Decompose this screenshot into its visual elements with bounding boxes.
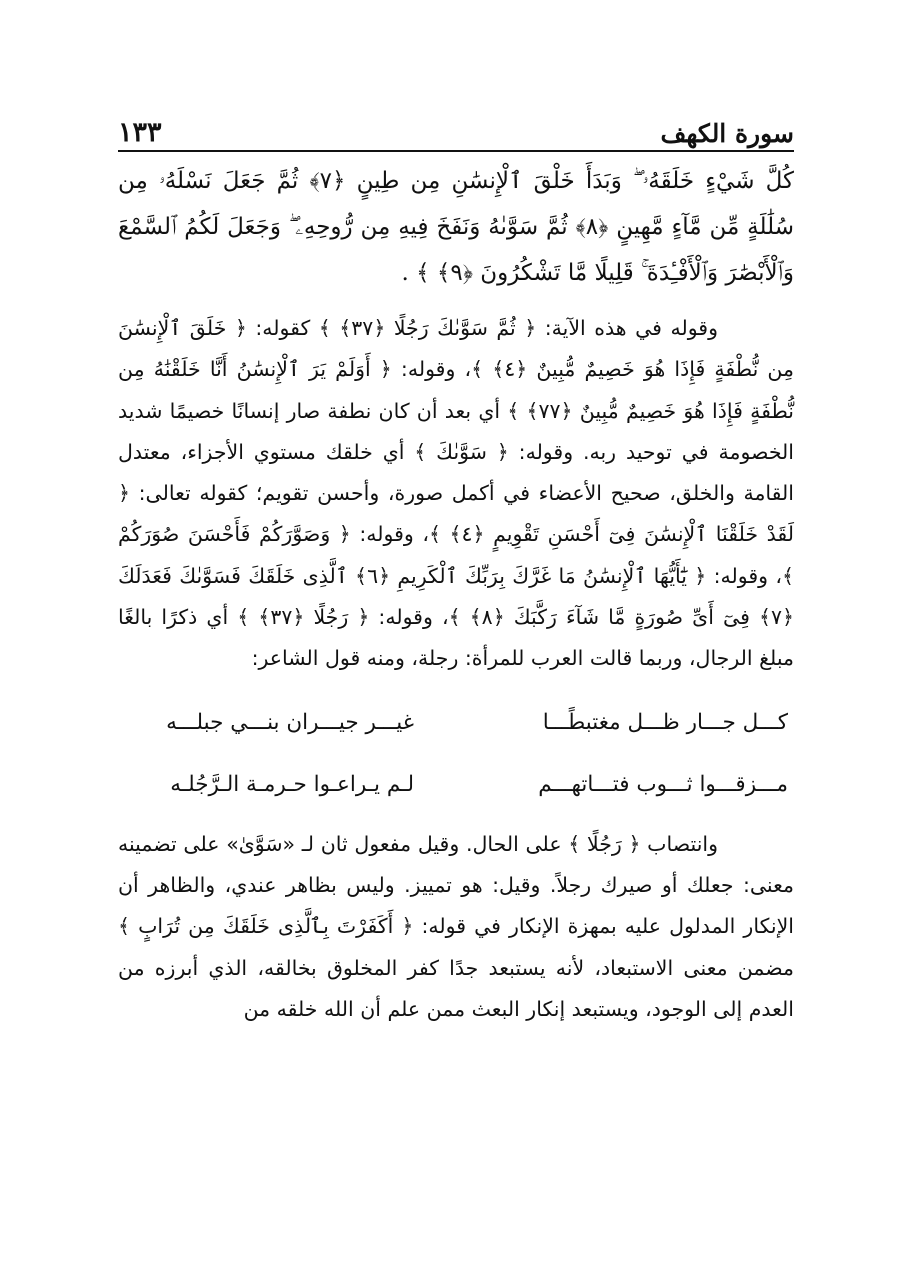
surah-name: سورة الكهف <box>660 119 794 148</box>
poem-second-hemistich: لـم يـراعـوا حـرمـة الـرَّجُلـه <box>170 772 414 798</box>
closing-paragraph: وانتصاب ﴿ رَجُلًا ﴾ على الحال. وقيل مفعول ثان لـ «سَوَّىٰ» على تضمينه معنى: جعلك أو صيرك رجلاً. وقيل: هو تمييز. وليس بظاهر عندي، والظاهر أن الإنكار المدلول عليه بمهزة الإنكار في قوله: ﴿ أَكَفَرْتَ بِٱلَّذِى خَلَقَكَ مِن تُرَابٍ ﴾ مضمن معنى الاستبعاد، لأنه يستبعد جدًا كفر المخلوق بخالقه، الذي أبرزه من العدم إلى الوجود، ويستبعد إنكار البعث ممن علم أن الله خلقه من <box>118 831 794 1021</box>
commentary-paragraph: وقوله في هذه الآية: ﴿ ثُمَّ سَوَّىٰكَ رَجُلًا ﴿٣٧﴾ ﴾ كقوله: ﴿ خَلَقَ ٱلْإِنسَٰنَ مِن نُّطْفَةٍ فَإِذَا هُوَ خَصِيمٌ مُّبِينٌ ﴿٤﴾ ﴾، وقوله: ﴿ أَوَلَمْ يَرَ ٱلْإِنسَٰنُ أَنَّا خَلَقْنَٰهُ مِن نُّطْفَةٍ فَإِذَا هُوَ خَصِيمٌ مُّبِينٌ ﴿٧٧﴾ ﴾ أي بعد أن كان نطفة صار إنسانًا خصيمًا شديد الخصومة في توحيد ربه. وقوله: ﴿ سَوَّىٰكَ ﴾ أي خلقك مستوي الأجزاء، معتدل القامة والخلق، صحيح الأعضاء في أكمل صورة، وأحسن تقويم؛ كقوله تعالى: ﴿ لَقَدْ خَلَقْنَا ٱلْإِنسَٰنَ فِىٓ أَحْسَنِ تَقْوِيمٍ ﴿٤﴾ ﴾، وقوله: ﴿ وَصَوَّرَكُمْ فَأَحْسَنَ صُوَرَكُمْ ﴾، وقوله: ﴿ يَٰٓأَيُّهَا ٱلْإِنسَٰنُ مَا غَرَّكَ بِرَبِّكَ ٱلْكَرِيمِ ﴿٦﴾ ٱلَّذِى خَلَقَكَ فَسَوَّىٰكَ فَعَدَلَكَ ﴿٧﴾ فِىٓ أَىِّ صُورَةٍ مَّا شَآءَ رَكَّبَكَ ﴿٨﴾ ﴾، وقوله: ﴿ رَجُلًا ﴿٣٧﴾ ﴾ أي ذكرًا بالغًا مبلغ الرجال، وربما قالت العرب للمرأة: رجلة، ومنه قول الشاعر: <box>118 316 795 671</box>
book-page <box>118 104 794 1224</box>
poem-first-hemistich: كـــل جـــار ظـــل مغتبطًـــا <box>542 710 788 736</box>
running-header <box>118 104 794 152</box>
commentary-body <box>118 308 794 1030</box>
poem <box>118 692 794 816</box>
poem-line <box>118 692 794 754</box>
poem-first-hemistich: مـــزقـــوا ثـــوب فتـــاتهـــم <box>538 772 788 798</box>
poem-line <box>118 754 794 816</box>
page-number: ١٣٣ <box>118 117 162 148</box>
quran-verses: كُلَّ شَيْءٍ خَلَقَهُۥ ۖ وَبَدَأَ خَلْقَ ٱلْإِنسَٰنِ مِن طِينٍ ﴿٧﴾ ثُمَّ جَعَلَ نَسْلَهُۥ مِن سُلَٰلَةٍ مِّن مَّآءٍ مَّهِينٍ ﴿٨﴾ ثُمَّ سَوَّىٰهُ وَنَفَخَ فِيهِ مِن رُّوحِهِۦ ۖ وَجَعَلَ لَكُمُ ٱلسَّمْعَ وَٱلْأَبْصَٰرَ وَٱلْأَفْـِٔدَةَ ۚ قَلِيلًا مَّا تَشْكُرُونَ ﴿٩﴾ ﴾ . <box>118 168 794 286</box>
poem-second-hemistich: غيـــر جيـــران بنـــي جبلـــه <box>166 710 414 736</box>
